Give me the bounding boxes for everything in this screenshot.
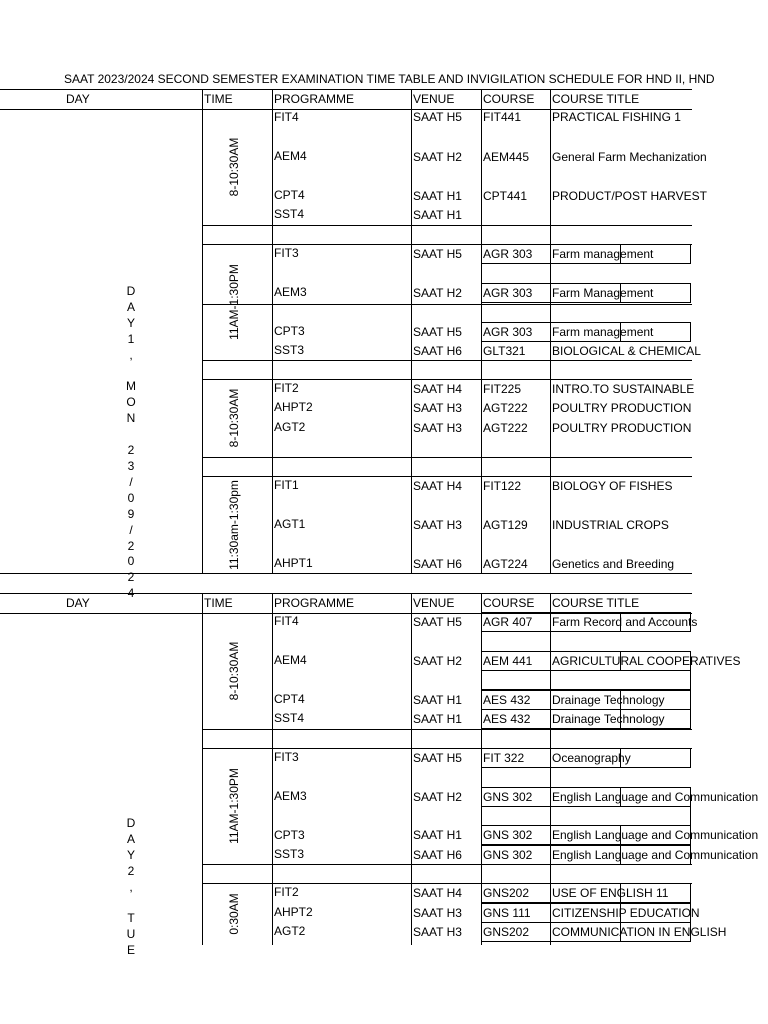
day-label-char: A xyxy=(126,299,135,314)
course-title-cell: English Language and Communication xyxy=(552,828,759,842)
merged-cell-border xyxy=(620,748,621,767)
course-cell: AGR 303 xyxy=(483,286,533,300)
time-slot-text: 11:30am-1:30pm xyxy=(227,479,241,570)
group-border xyxy=(202,360,692,361)
merged-cell-border xyxy=(620,244,621,263)
day-label-char xyxy=(121,427,141,443)
merged-cell-border xyxy=(620,690,621,709)
day-label-char: T xyxy=(127,911,135,926)
header-programme: PROGRAMME xyxy=(274,92,355,106)
merged-cell-border xyxy=(620,825,621,844)
course-cell: FIT 322 xyxy=(483,751,525,765)
header-course: COURSE xyxy=(483,92,535,106)
header-column-border xyxy=(202,89,203,109)
programme-cell: AHPT1 xyxy=(274,556,313,570)
cell-border xyxy=(481,612,691,632)
course-title-cell: INTRO.TO SUSTAINABLE xyxy=(552,382,695,396)
course-title-cell: General Farm Mechanization xyxy=(552,150,707,164)
course-cell: GLT321 xyxy=(483,344,526,358)
cell-border xyxy=(481,787,691,807)
merged-cell-border xyxy=(620,883,621,902)
venue-cell: SAAT H5 xyxy=(413,325,462,339)
time-slot-label xyxy=(224,883,244,945)
course-cell: AES 432 xyxy=(483,712,531,726)
header-column-border xyxy=(550,593,551,613)
cell-border xyxy=(481,748,691,768)
merged-cell-border xyxy=(620,922,621,941)
programme-cell: AEM3 xyxy=(274,789,307,803)
day-label-char: 9 xyxy=(127,506,135,521)
course-cell: GNS 302 xyxy=(483,828,533,842)
course-cell: GNS 111 xyxy=(483,906,531,920)
venue-cell: SAAT H2 xyxy=(413,286,462,300)
cell-border xyxy=(481,283,691,303)
venue-cell: SAAT H1 xyxy=(413,712,462,726)
header-time: TIME xyxy=(204,92,233,106)
day-label-char: , xyxy=(129,347,133,362)
column-border xyxy=(550,109,551,573)
time-slot-text: 11AM-1:30PM xyxy=(227,264,241,340)
day-label-char: A xyxy=(126,831,135,846)
group-border xyxy=(202,476,692,477)
table-bottom-border xyxy=(0,573,692,574)
programme-cell: SST4 xyxy=(274,207,305,221)
cell-border xyxy=(481,825,691,845)
cell-border xyxy=(481,806,691,826)
day-label-char: , xyxy=(129,879,133,894)
course-title-cell: English Language and Communication xyxy=(552,790,759,804)
programme-cell: FIT4 xyxy=(274,614,299,628)
time-slot-text: 8-10:30AM xyxy=(227,137,241,197)
column-border xyxy=(550,613,551,945)
course-cell: GNS 302 xyxy=(483,790,533,804)
cell-border xyxy=(481,651,691,671)
group-border xyxy=(202,379,692,380)
day-label-char: M xyxy=(126,379,136,394)
programme-cell: AGT2 xyxy=(274,420,306,434)
course-title-cell: Farm Record and Accounts xyxy=(552,615,698,629)
merged-cell-border xyxy=(620,709,621,728)
course-title-cell: Oceanography xyxy=(552,751,631,765)
programme-cell: SST4 xyxy=(274,711,305,725)
time-slot-label xyxy=(224,109,244,225)
course-title-cell: Drainage Technology xyxy=(552,712,665,726)
merged-cell-border xyxy=(620,651,621,670)
day-label-char: 2 xyxy=(127,443,135,458)
venue-cell: SAAT H6 xyxy=(413,848,462,862)
day-label xyxy=(121,284,141,602)
day-label-char: 0 xyxy=(127,554,135,569)
merged-cell-border xyxy=(620,612,621,631)
header-day: DAY xyxy=(66,92,90,106)
programme-cell: AGT1 xyxy=(274,517,306,531)
programme-cell: CPT3 xyxy=(274,828,305,842)
programme-cell: SST3 xyxy=(274,343,305,357)
course-cell: AGT129 xyxy=(483,518,528,532)
day-label-char: N xyxy=(126,411,136,426)
programme-cell: FIT3 xyxy=(274,246,299,260)
merged-cell-border xyxy=(620,322,621,341)
page-title: SAAT 2023/2024 SECOND SEMESTER EXAMINATION TIME TABLE AND INVIGILATION SCHEDULE FOR HND II, HND xyxy=(64,72,715,86)
day-label-char: / xyxy=(129,474,133,489)
course-title-cell: CITIZENSHIP EDUCATION xyxy=(552,906,700,920)
venue-cell: SAAT H5 xyxy=(413,110,462,124)
course-cell: GNS 302 xyxy=(483,848,533,862)
time-slot-text: 8-10:30AM xyxy=(227,641,241,701)
day-label-char: 2 xyxy=(127,538,135,553)
venue-cell: SAAT H1 xyxy=(413,693,462,707)
column-border xyxy=(481,613,482,945)
course-cell: CPT441 xyxy=(483,189,528,203)
course-title-cell: Genetics and Breeding xyxy=(552,557,675,571)
cell-border xyxy=(481,244,691,264)
cell-border xyxy=(481,709,691,729)
column-border xyxy=(272,109,273,573)
venue-cell: SAAT H1 xyxy=(413,189,462,203)
day-label-char: U xyxy=(126,927,136,942)
day-label-char: / xyxy=(129,522,133,537)
venue-cell: SAAT H2 xyxy=(413,790,462,804)
header-day: DAY xyxy=(66,596,90,610)
course-title-cell: COMMUNICATION IN ENGLISH xyxy=(552,925,727,939)
column-border xyxy=(481,109,482,573)
course-cell: FIT122 xyxy=(483,479,522,493)
header-column-border xyxy=(411,89,412,109)
time-slot-label xyxy=(224,613,244,729)
day-label-char: 2 xyxy=(127,863,135,878)
merged-cell-border xyxy=(620,845,621,864)
time-slot-text: 11AM-1:30PM xyxy=(227,768,241,844)
programme-cell: AEM3 xyxy=(274,285,307,299)
course-cell: GNS202 xyxy=(483,886,530,900)
programme-cell: SST3 xyxy=(274,847,305,861)
day-label-char: 4 xyxy=(127,586,135,601)
course-title-cell: POULTRY PRODUCTION xyxy=(552,421,692,435)
course-title-cell: Farm management xyxy=(552,325,654,339)
course-cell: AGT224 xyxy=(483,557,528,571)
day-label-char: 3 xyxy=(127,458,135,473)
programme-cell: CPT4 xyxy=(274,188,305,202)
course-cell: FIT441 xyxy=(483,110,522,124)
cell-border xyxy=(481,670,691,690)
venue-cell: SAAT H1 xyxy=(413,828,462,842)
day-label-char: Y xyxy=(126,315,135,330)
time-slot-label xyxy=(224,244,244,360)
venue-cell: SAAT H5 xyxy=(413,247,462,261)
course-cell: AGR 303 xyxy=(483,247,533,261)
programme-cell: AEM4 xyxy=(274,653,307,667)
header-column-border xyxy=(481,89,482,109)
course-title-cell: BIOLOGICAL & CHEMICAL xyxy=(552,344,701,358)
course-cell: AEM 441 xyxy=(483,654,533,668)
venue-cell: SAAT H3 xyxy=(413,925,462,939)
time-slot-label xyxy=(224,748,244,864)
day-label-char: 2 xyxy=(127,570,135,585)
venue-cell: SAAT H6 xyxy=(413,557,462,571)
group-border xyxy=(202,457,692,458)
course-title-cell: English Language and Communication xyxy=(552,848,759,862)
programme-cell: FIT3 xyxy=(274,750,299,764)
course-title-cell: PRODUCT/POST HARVEST xyxy=(552,189,707,203)
course-title-cell: AGRICULTURAL COOPERATIVES xyxy=(552,654,741,668)
day-label-char: D xyxy=(126,284,136,298)
venue-cell: SAAT H6 xyxy=(413,344,462,358)
cell-border xyxy=(481,322,691,342)
programme-cell: AEM4 xyxy=(274,149,307,163)
day-label-char: 0 xyxy=(127,490,135,505)
day-label-char xyxy=(121,896,141,912)
programme-cell: FIT1 xyxy=(274,478,299,492)
column-border xyxy=(411,613,412,945)
course-cell: GNS202 xyxy=(483,925,530,939)
header-venue: VENUE xyxy=(413,92,455,106)
column-border xyxy=(411,109,412,573)
day-label-char: Y xyxy=(126,847,135,862)
course-cell: AGT222 xyxy=(483,421,528,435)
venue-cell: SAAT H3 xyxy=(413,421,462,435)
course-title-cell: Farm Management xyxy=(552,286,654,300)
header-venue: VENUE xyxy=(413,596,455,610)
venue-cell: SAAT H2 xyxy=(413,654,462,668)
venue-cell: SAAT H3 xyxy=(413,906,462,920)
row-border xyxy=(202,304,692,305)
course-title-cell: BIOLOGY OF FISHES xyxy=(552,479,673,493)
programme-cell: CPT4 xyxy=(274,692,305,706)
time-slot-label xyxy=(224,476,244,573)
programme-cell: FIT2 xyxy=(274,885,299,899)
header-column-border xyxy=(272,593,273,613)
group-border xyxy=(202,883,692,884)
time-slot-text: 8-10:30AM xyxy=(227,388,241,448)
merged-cell-border xyxy=(620,787,621,806)
cell-border xyxy=(481,903,691,923)
programme-cell: AHPT2 xyxy=(274,400,313,414)
course-title-cell: POULTRY PRODUCTION xyxy=(552,401,692,415)
programme-cell: FIT2 xyxy=(274,381,299,395)
group-border xyxy=(202,225,692,226)
time-slot-text: 0:30AM xyxy=(227,893,241,935)
column-border xyxy=(202,109,203,573)
programme-cell: AGT2 xyxy=(274,924,306,938)
column-border xyxy=(202,613,203,945)
header-course: COURSE xyxy=(483,596,535,610)
day-label-char xyxy=(121,364,141,380)
course-title-cell: Drainage Technology xyxy=(552,693,665,707)
day-label-char: D xyxy=(126,816,136,830)
programme-cell: FIT4 xyxy=(274,110,299,124)
day-label-char: E xyxy=(126,943,135,958)
column-border xyxy=(272,613,273,945)
group-border xyxy=(202,244,692,245)
header-column-border xyxy=(202,593,203,613)
header-course-title: COURSE TITLE xyxy=(552,596,640,610)
venue-cell: SAAT H1 xyxy=(413,208,462,222)
group-border xyxy=(202,748,692,749)
programme-cell: AHPT2 xyxy=(274,905,313,919)
header-column-border xyxy=(550,89,551,109)
day-label-char: O xyxy=(126,395,136,410)
venue-cell: SAAT H3 xyxy=(413,401,462,415)
course-title-cell: USE OF ENGLISH 11 xyxy=(552,886,669,900)
course-title-cell: Farm management xyxy=(552,247,654,261)
header-top-border xyxy=(0,593,692,594)
course-cell: AGT222 xyxy=(483,401,528,415)
cell-border xyxy=(481,883,691,903)
venue-cell: SAAT H4 xyxy=(413,479,462,493)
header-column-border xyxy=(481,593,482,613)
venue-cell: SAAT H4 xyxy=(413,886,462,900)
header-course-title: COURSE TITLE xyxy=(552,92,640,106)
course-cell: AEM445 xyxy=(483,150,530,164)
group-border xyxy=(202,729,692,730)
time-slot-label xyxy=(224,379,244,457)
venue-cell: SAAT H2 xyxy=(413,150,462,164)
venue-cell: SAAT H5 xyxy=(413,615,462,629)
venue-cell: SAAT H3 xyxy=(413,518,462,532)
course-title-cell: PRACTICAL FISHING 1 xyxy=(552,110,681,124)
header-column-border xyxy=(411,593,412,613)
day-label xyxy=(121,816,141,959)
programme-cell: CPT3 xyxy=(274,324,305,338)
merged-cell-border xyxy=(620,903,621,922)
header-programme: PROGRAMME xyxy=(274,596,355,610)
course-title-cell: INDUSTRIAL CROPS xyxy=(552,518,669,532)
header-time: TIME xyxy=(204,596,233,610)
venue-cell: SAAT H5 xyxy=(413,751,462,765)
venue-cell: SAAT H4 xyxy=(413,382,462,396)
merged-cell-border xyxy=(620,283,621,302)
course-cell: AES 432 xyxy=(483,693,531,707)
cell-border xyxy=(481,690,691,710)
cell-border xyxy=(481,845,691,865)
day-label-char: 1 xyxy=(127,331,135,346)
course-cell: AGR 407 xyxy=(483,615,533,629)
header-column-border xyxy=(272,89,273,109)
header-top-border xyxy=(0,89,692,90)
course-cell: FIT225 xyxy=(483,382,522,396)
course-cell: AGR 303 xyxy=(483,325,533,339)
group-border xyxy=(202,864,692,865)
cell-border xyxy=(481,922,691,942)
